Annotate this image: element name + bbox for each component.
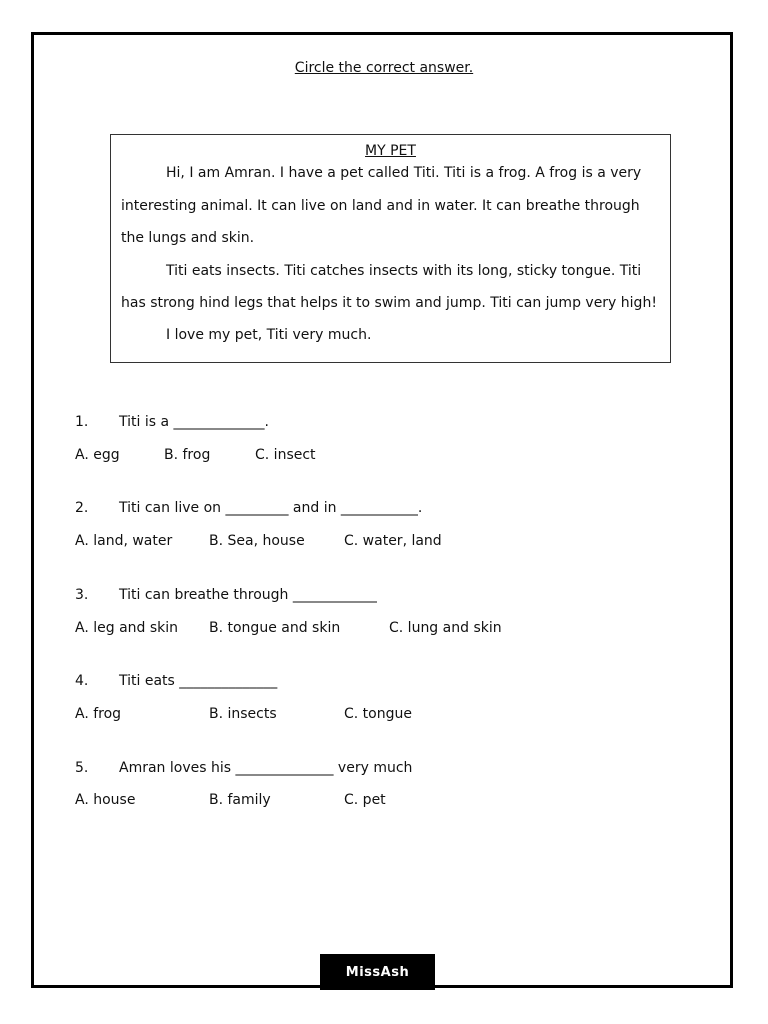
question-number: 1. [75,414,89,430]
option-b[interactable]: B. insects [209,706,277,722]
option-a[interactable]: A. land, water [75,533,173,549]
author-badge: MissAsh [320,954,435,990]
option-a[interactable]: A. egg [75,447,120,463]
option-a[interactable]: A. house [75,792,136,808]
story-line: Hi, I am Amran. I have a pet called Titi. Titi is a frog. A frog is a very [166,165,642,181]
story-line: has strong hind legs that helps it to swim and jump. Titi can jump very high! [121,295,657,311]
story-line: the lungs and skin. [121,230,255,246]
option-a[interactable]: A. frog [75,706,122,722]
option-c[interactable]: C. tongue [344,706,412,722]
question-text: Amran loves his ______________ very much [119,760,413,776]
question-3 [75,587,377,603]
story-title: MY PET [365,143,416,159]
option-c[interactable]: C. insect [255,447,316,463]
question-number: 4. [75,673,89,689]
option-c[interactable]: C. water, land [344,533,442,549]
question-number: 3. [75,587,89,603]
question-text: Titi is a _____________. [119,414,269,430]
question-number: 2. [75,500,89,516]
question-5 [75,760,412,776]
question-1 [75,414,269,430]
question-4 [75,673,277,689]
option-b[interactable]: B. family [209,792,271,808]
story-box [110,134,671,363]
question-text: Titi can breathe through ____________ [119,587,377,603]
option-c[interactable]: C. lung and skin [389,620,502,636]
question-2 [75,500,422,516]
question-number: 5. [75,760,89,776]
story-line: I love my pet, Titi very much. [166,327,372,343]
option-b[interactable]: B. tongue and skin [209,620,341,636]
option-a[interactable]: A. leg and skin [75,620,179,636]
question-text: Titi eats ______________ [119,673,278,689]
option-b[interactable]: B. frog [164,447,211,463]
option-c[interactable]: C. pet [344,792,386,808]
instruction-heading: Circle the correct answer. [294,60,474,76]
story-line: Titi eats insects. Titi catches insects with its long, sticky tongue. Titi [166,263,642,279]
story-line: interesting animal. It can live on land and in water. It can breathe through [121,198,640,214]
option-b[interactable]: B. Sea, house [209,533,305,549]
question-text: Titi can live on _________ and in ___________. [119,500,423,516]
